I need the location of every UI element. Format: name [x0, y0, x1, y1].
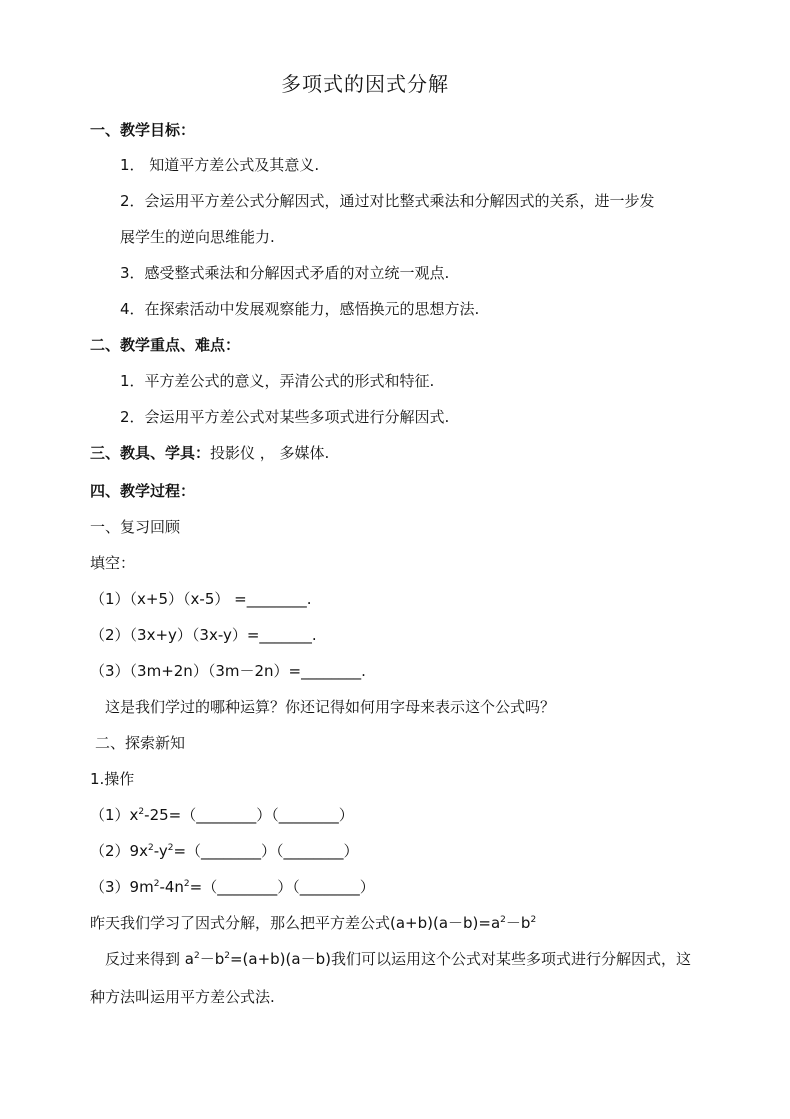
goal-item: 3．感受整式乘法和分解因式矛盾的对立统一观点.: [120, 264, 450, 282]
goal-item: 1． 知道平方差公式及其意义.: [120, 156, 320, 174]
tools-line: [90, 441, 329, 465]
explore-heading: 二、探索新知: [95, 734, 186, 752]
fill-item: （3）（3m+2n）（3m－2n）=________.: [90, 662, 366, 680]
goal-item: 4．在探索活动中发展观察能力，感悟换元的思想方法.: [120, 300, 480, 318]
yesterday-line: 昨天我们学习了因式分解，那么把平方差公式$(a+b)(a-b)=a^2-b^2$: [90, 914, 537, 932]
key-point-item: 2．会运用平方差公式对某些多项式进行分解因式.: [120, 408, 450, 426]
operation-item: $(1)x^2-25=(\_\_\_\_\_\_\_\_)(\_\_\_\_\_\_\_\_)$: [90, 806, 354, 824]
goal-item: 2．会运用平方差公式分解因式，通过对比整式乘法和分解因式的关系，进一步发: [120, 192, 655, 210]
fill-label: 填空：: [90, 554, 136, 572]
method-line: 种方法叫运用平方差公式法.: [90, 988, 275, 1006]
process-heading: 四、教学过程：: [90, 482, 196, 500]
review-question: 这是我们学过的哪种运算？你还记得如何用字母来表示这个公式吗？: [105, 698, 556, 716]
review-heading: 一、复习回顾: [90, 518, 181, 536]
operation-item: $(2)9x^2-y^2=(\_\_\_\_\_\_\_\_)(\_\_\_\_\_\_\_\_)$: [90, 842, 359, 860]
goal-item-continuation: 展学生的逆向思维能力.: [120, 228, 275, 246]
reverse-line: 反过来得到 $a^2-b^2=(a+b)(a-b)$我们可以运用这个公式对某些多项式进行分解因式，这: [105, 950, 691, 968]
goals-heading: 一、教学目标：: [90, 121, 196, 139]
tools-text: 投影仪 ， 多媒体.: [210, 444, 330, 462]
key-points-heading: 二、教学重点、难点：: [90, 336, 241, 354]
operation-label: 1.操作: [90, 770, 135, 788]
document-title: 多项式的因式分解: [281, 72, 449, 96]
fill-item: （2）（3x+y）（3x-y）=_______.: [90, 626, 317, 644]
key-point-item: 1．平方差公式的意义，弄清公式的形式和特征.: [120, 372, 435, 390]
tools-label: 三、教具、学具：: [90, 444, 211, 462]
operation-item: $(3)9m^2-4n^2=(\_\_\_\_\_\_\_\_)(\_\_\_\_\_\_\_\_)$: [90, 878, 375, 896]
fill-item: （1）（x+5）（x-5） =________.: [90, 590, 312, 608]
